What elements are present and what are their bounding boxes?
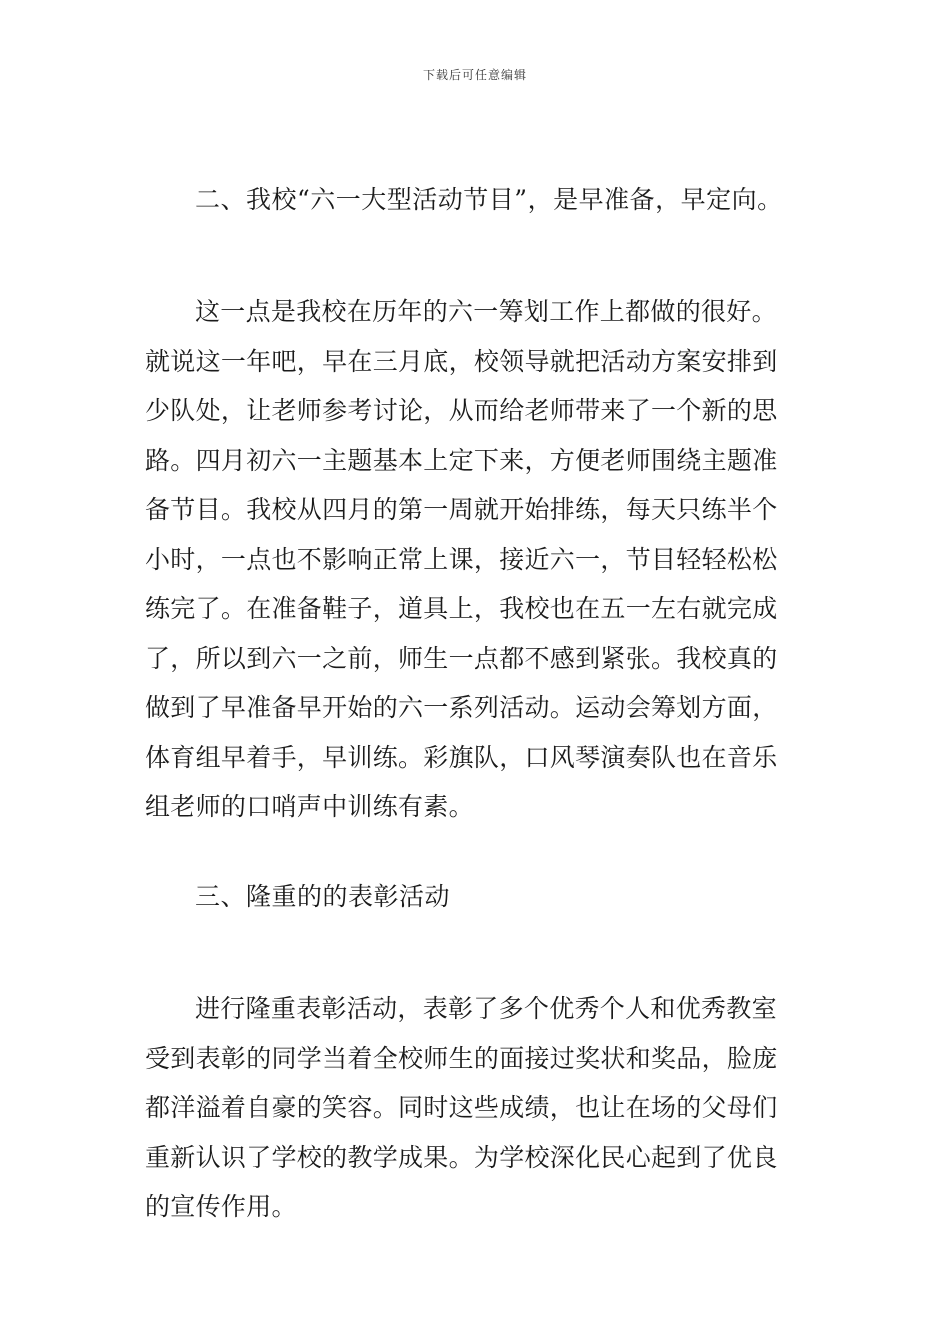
paragraph-line: 路。四月初六一主题基本上定下来，方便老师围绕主题准: [145, 445, 778, 475]
paragraph-line: 都洋溢着自豪的笑容。同时这些成绩，也让在场的父母们: [145, 1093, 778, 1122]
section-two-heading: 二、我校“六一大型活动节目”，是早准备，早定向。: [195, 185, 783, 214]
paragraph-line: 体育组早着手，早训练。彩旗队，口风琴演奏队也在音乐: [145, 742, 778, 772]
paragraph-line: 重新认识了学校的教学成果。为学校深化民心起到了优良: [145, 1142, 778, 1172]
paragraph-line: 进行隆重表彰活动，表彰了多个优秀个人和优秀教室: [195, 994, 777, 1023]
paragraph-line: 备节目。我校从四月的第一周就开始排练，每天只练半个: [145, 495, 778, 524]
paragraph-line: 受到表彰的同学当着全校师生的面接过奖状和奖品，脸庞: [145, 1043, 778, 1073]
paragraph-line: 做到了早准备早开始的六一系列活动。运动会筹划方面，: [145, 693, 778, 722]
section-three-heading: 三、隆重的的表彰活动: [195, 882, 451, 911]
paragraph-line: 少队处，让老师参考讨论，从而给老师带来了一个新的思: [145, 396, 778, 425]
paragraph-line: 练完了。在准备鞋子，道具上，我校也在五一左右就完成: [145, 594, 778, 623]
download-note: 下载后可任意编辑: [422, 68, 527, 82]
paragraph-line: 就说这一年吧，早在三月底，校领导就把活动方案安排到: [145, 346, 778, 376]
paragraph-line: 小时，一点也不影响正常上课，接近六一，节目轻轻松松: [145, 544, 778, 574]
paragraph-line: 组老师的口哨声中训练有素。: [145, 792, 474, 821]
paragraph-line: 的宣传作用。: [145, 1192, 297, 1221]
paragraph-line: 这一点是我校在历年的六一筹划工作上都做的很好。: [195, 297, 777, 326]
section-three-paragraph: [145, 984, 807, 1232]
section-two-paragraph: [145, 287, 807, 832]
paragraph-line: 了，所以到六一之前，师生一点都不感到紧张。我校真的: [145, 643, 778, 673]
